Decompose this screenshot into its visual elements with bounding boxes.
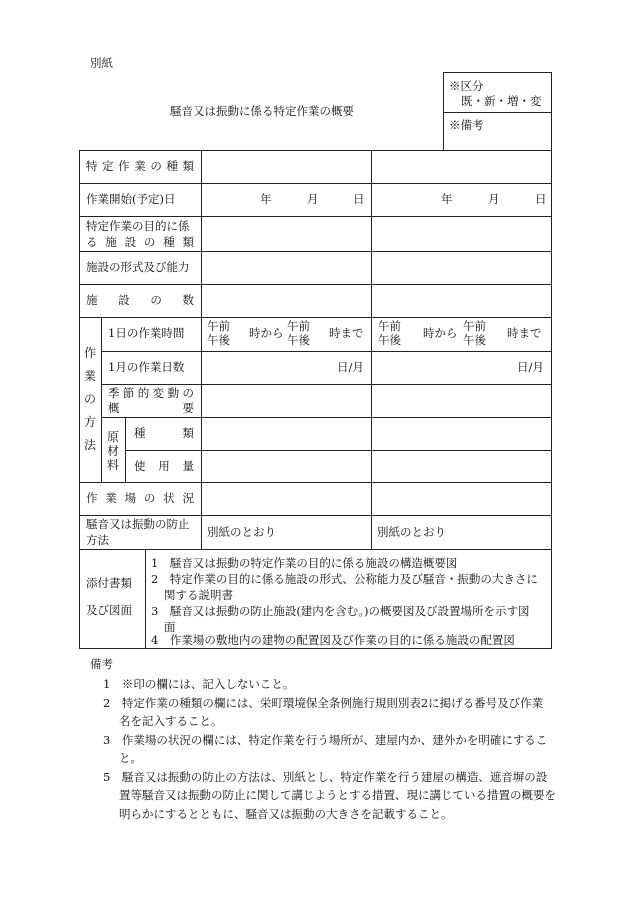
attachment-label: 別紙: [90, 56, 113, 70]
am-2a: 午前: [378, 319, 401, 333]
prevention-label-line1: 騒音又は振動の防止: [86, 517, 190, 531]
until-2: 時まで: [507, 326, 542, 340]
note-line-3: 名を記入すること。: [119, 714, 223, 728]
note-line-8: 明らかにするとともに、騒音又は振動の大きさを記載すること。: [119, 807, 453, 821]
note-line-5: と。: [119, 751, 142, 765]
facility-count-label: 施 設 の 数: [86, 293, 194, 307]
monthly-days-label: 1月の作業日数: [108, 360, 185, 374]
prevention-label-line2: 方法: [86, 533, 109, 547]
am-1b: 午前: [287, 319, 310, 333]
attachment-item-3: 3 騒音又は振動の防止施設(建内を含む。)の概要図及び設置場所を示す図: [151, 604, 530, 618]
category-options: 既・新・増・変: [461, 94, 542, 108]
attachment-item-3-cont: 面: [164, 620, 176, 634]
prevention-value-2: 別紙のとおり: [377, 525, 446, 539]
date-year-1: 年: [260, 192, 272, 206]
kind-label: 種 類: [134, 426, 194, 440]
note-line-7: 置等騒音又は振動の防止に関して講じようとする措置、現に講じている措置の概要を: [119, 788, 556, 802]
notes-heading: 備考: [90, 657, 113, 671]
from-2: 時から: [423, 326, 458, 340]
site-condition-label: 作 業 場 の 状 況: [86, 491, 194, 505]
pm-1b: 午後: [287, 333, 310, 347]
pm-2b: 午後: [463, 333, 486, 347]
date-day-2: 日: [535, 192, 547, 206]
raw-material-label: 原 材 料: [107, 430, 120, 472]
work-type-label: 特 定 作 業 の 種 類: [86, 159, 194, 173]
attachment-item-1: 1 騒音又は振動の特定作業の目的に係る施設の構造概要図: [151, 556, 458, 570]
note-line-1: 1 ※印の欄には、記入しないこと。: [103, 677, 295, 691]
prevention-value-1: 別紙のとおり: [207, 525, 276, 539]
date-month-1: 月: [307, 192, 319, 206]
note-line-6: 5 騒音又は振動の防止の方法は、別紙とし、特定作業を行う建屋の構造、遮音塀の設: [103, 770, 548, 784]
facility-form-label: 施設の形式及び能力: [86, 260, 190, 274]
daily-hours-label: 1日の作業時間: [108, 326, 185, 340]
attachment-item-2: 2 特定作業の目的に係る施設の形式、公称能力及び騒音・振動の大きさに: [151, 572, 538, 586]
pm-1a: 午後: [207, 333, 230, 347]
facility-type-label-line1: 特定作業の目的に係: [86, 219, 190, 233]
days-per-month-2: 日/月: [517, 360, 544, 374]
seasonal-label-line2: 概 要: [108, 401, 194, 415]
method-label: 作 業 の 方 法: [84, 346, 97, 452]
until-1: 時まで: [329, 326, 364, 340]
am-1a: 午前: [207, 319, 230, 333]
days-per-month-1: 日/月: [337, 360, 364, 374]
start-date-label: 作業開始(予定)日: [86, 192, 176, 206]
usage-label: 使 用 量: [134, 459, 194, 473]
pm-2a: 午後: [378, 333, 401, 347]
attachments-label-line1: 添付書類: [86, 576, 132, 590]
date-year-2: 年: [441, 192, 453, 206]
note-line-4: 3 作業場の状況の欄には、特定作業を行う場所が、建屋内か、建外かを明確にするこ: [103, 733, 548, 747]
remarks-label: ※備考: [449, 118, 484, 132]
facility-type-label-line2: る 施 設 の 種 類: [86, 235, 194, 249]
attachment-item-4: 4 作業場の敷地内の建物の配置図及び作業の目的に係る施設の配置図: [151, 633, 515, 647]
date-month-2: 月: [488, 192, 500, 206]
note-line-2: 2 特定作業の種類の欄には、栄町環境保全条例施行規則別表2に掲げる番号及び作業: [103, 696, 544, 710]
seasonal-label-line1: 季 節 的 変 動 の: [108, 386, 194, 400]
attachment-item-2-cont: 関する説明書: [164, 588, 233, 602]
attachments-label-line2: 及び図面: [86, 603, 132, 617]
form-title: 騒音又は振動に係る特定作業の概要: [170, 104, 354, 118]
am-2b: 午前: [463, 319, 486, 333]
category-label: ※区分: [449, 79, 484, 93]
date-day-1: 日: [353, 192, 365, 206]
from-1: 時から: [249, 326, 284, 340]
